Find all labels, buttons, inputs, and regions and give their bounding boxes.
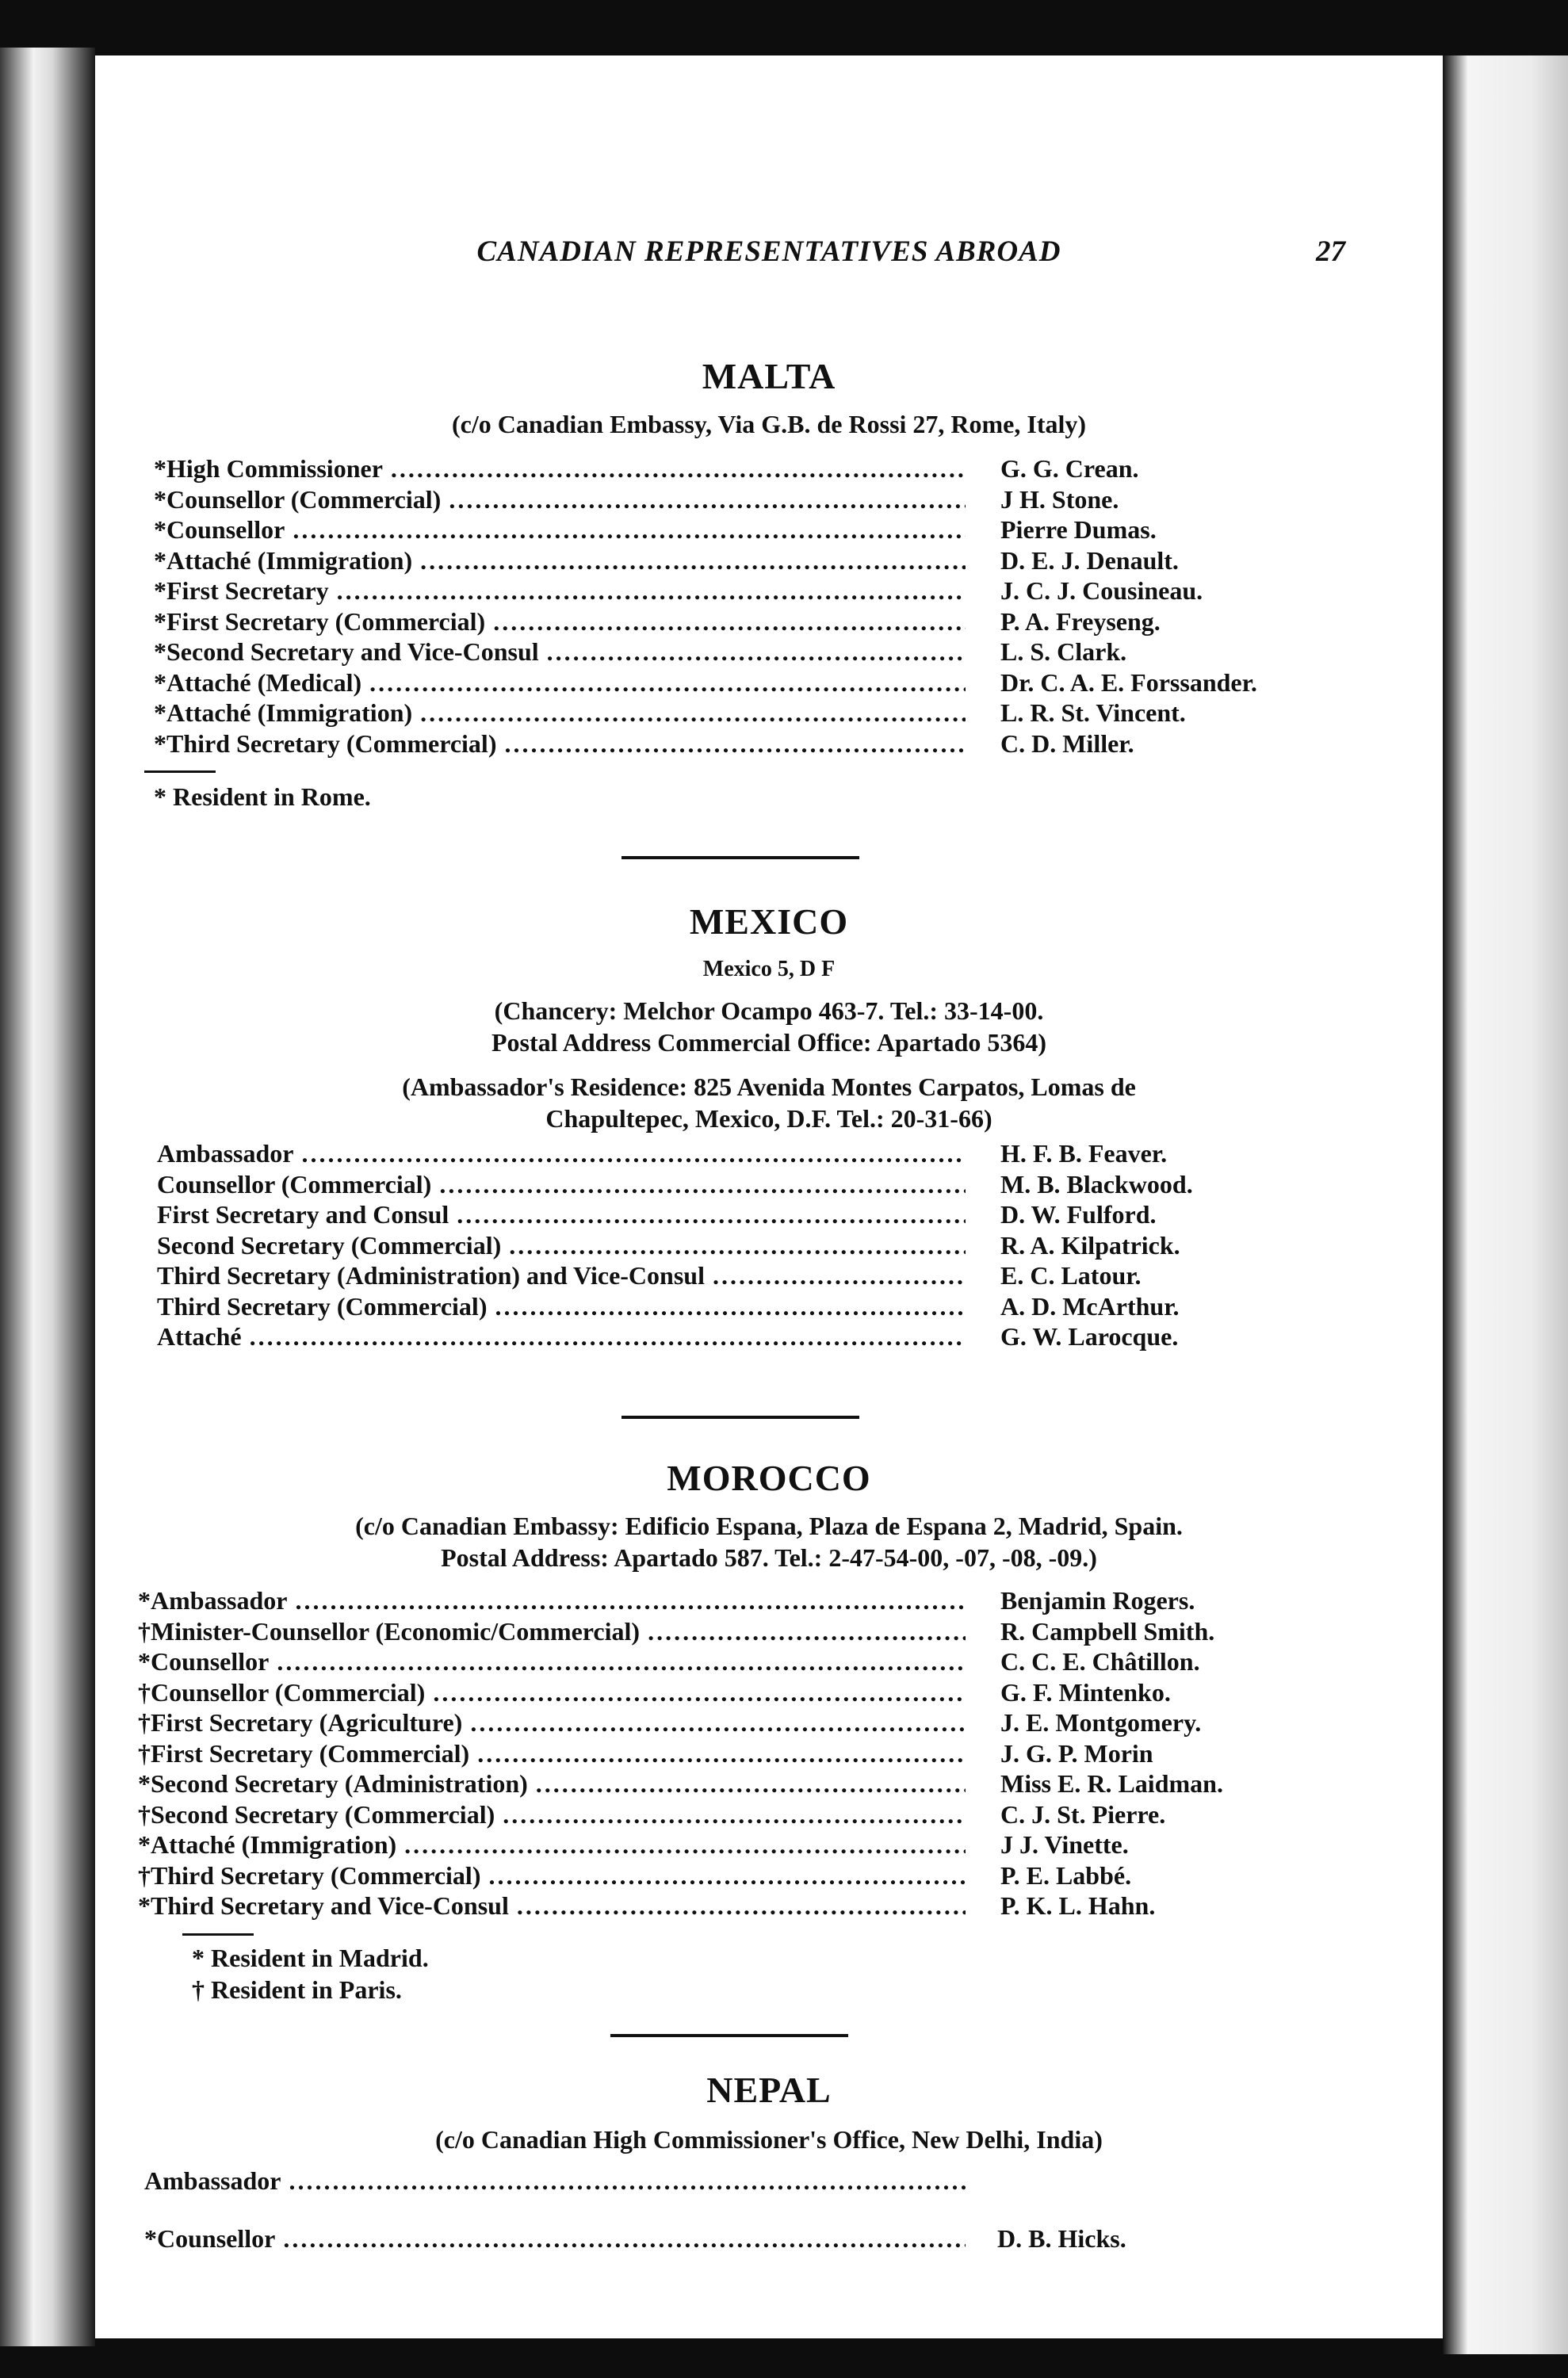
dot-leader bbox=[648, 1617, 966, 1646]
dot-leader bbox=[433, 1678, 966, 1707]
entry-title: *Attaché (Immigration) bbox=[154, 698, 413, 727]
dot-leader bbox=[293, 515, 966, 545]
directory-entry bbox=[154, 576, 1343, 607]
dot-leader bbox=[449, 485, 966, 514]
section-divider bbox=[610, 2034, 848, 2037]
dot-leader bbox=[404, 1830, 966, 1860]
section-address: (c/o Canadian High Commissioner's Office, New Delhi, India) bbox=[435, 2125, 1103, 2154]
directory-entry bbox=[157, 1170, 1343, 1201]
directory-entry bbox=[154, 546, 1343, 577]
entry-title: Attaché bbox=[157, 1322, 242, 1351]
document-page bbox=[95, 55, 1443, 2338]
dot-leader bbox=[503, 1800, 966, 1829]
directory-entry bbox=[138, 1617, 1343, 1648]
dot-leader bbox=[536, 1769, 966, 1799]
entry-title: *Third Secretary (Commercial) bbox=[154, 728, 497, 758]
dot-leader bbox=[439, 1170, 966, 1199]
dot-leader bbox=[301, 1139, 966, 1168]
section-heading: MOROCCO bbox=[667, 1458, 871, 1498]
entry-title: Counsellor (Commercial) bbox=[157, 1169, 432, 1199]
entry-name: J. E. Montgomery. bbox=[1000, 1708, 1202, 1737]
entry-title: *Counsellor (Commercial) bbox=[154, 484, 442, 514]
directory-entry bbox=[157, 1322, 1343, 1353]
section-residence: (Ambassador's Residence: 825 Avenida Montes Carpatos, Lomas de bbox=[402, 1072, 1136, 1101]
section-heading: MALTA bbox=[702, 356, 836, 396]
directory-entry bbox=[138, 1861, 1343, 1892]
entry-name: G. F. Mintenko. bbox=[1000, 1677, 1171, 1707]
entry-title: Ambassador bbox=[144, 2166, 281, 2195]
entry-title: Third Secretary (Commercial) bbox=[157, 1291, 488, 1321]
directory-entry bbox=[157, 1200, 1343, 1231]
dot-leader bbox=[488, 1861, 966, 1891]
directory-entry bbox=[157, 1292, 1343, 1323]
entry-title: Ambassador bbox=[157, 1139, 294, 1168]
section-divider bbox=[621, 856, 859, 859]
entry-title: *Attaché (Immigration) bbox=[138, 1830, 397, 1859]
entry-name: C. J. St. Pierre. bbox=[1000, 1799, 1166, 1829]
directory-entry bbox=[157, 1139, 1343, 1170]
entry-title: *High Commissioner bbox=[154, 454, 383, 483]
section-postal-address: Postal Address Commercial Office: Apartado 5364) bbox=[491, 1028, 1047, 1057]
dot-leader bbox=[369, 668, 966, 698]
dot-leader bbox=[337, 576, 966, 606]
section-city: Mexico 5, D F bbox=[702, 957, 836, 981]
entry-name: G. W. Larocque. bbox=[1000, 1322, 1179, 1351]
directory-entry bbox=[154, 729, 1343, 760]
entry-list bbox=[144, 2166, 1343, 2254]
entry-name: R. Campbell Smith. bbox=[1000, 1616, 1215, 1646]
footnote-rule bbox=[144, 770, 216, 773]
entry-title: *Counsellor bbox=[144, 2223, 276, 2253]
entry-title: Third Secretary (Administration) and Vice-Consul bbox=[157, 1261, 705, 1290]
entry-title: *Counsellor bbox=[154, 515, 285, 544]
page-edge-shadow bbox=[1443, 55, 1568, 2354]
section-residence: Chapultepec, Mexico, D.F. Tel.: 20-31-66) bbox=[545, 1104, 992, 1133]
section-morocco bbox=[95, 1457, 1443, 2005]
directory-entry bbox=[138, 1586, 1343, 1617]
entry-name: D. B. Hicks. bbox=[997, 2223, 1126, 2253]
section-nepal bbox=[95, 2069, 1443, 2254]
entry-title: †First Secretary (Agriculture) bbox=[138, 1708, 463, 1737]
entry-title: †Second Secretary (Commercial) bbox=[138, 1799, 495, 1829]
directory-entry bbox=[154, 698, 1343, 729]
entry-title: Second Secretary (Commercial) bbox=[157, 1230, 502, 1260]
directory-entry bbox=[138, 1739, 1343, 1770]
entry-title: *Counsellor bbox=[138, 1647, 270, 1676]
directory-entry bbox=[154, 637, 1343, 668]
book-spine-shadow bbox=[0, 48, 95, 2346]
entry-name: G. G. Crean. bbox=[1000, 454, 1139, 483]
dot-leader bbox=[547, 637, 966, 667]
entry-name: P. A. Freyseng. bbox=[1000, 606, 1161, 636]
entry-title: *Attaché (Medical) bbox=[154, 667, 362, 697]
section-mexico bbox=[95, 900, 1443, 1353]
directory-entry bbox=[157, 1261, 1343, 1292]
entry-list bbox=[154, 454, 1343, 759]
dot-leader bbox=[295, 1586, 966, 1615]
dot-leader bbox=[509, 1231, 966, 1260]
entry-list bbox=[138, 1586, 1343, 1922]
section-address: (c/o Canadian Embassy, Via G.B. de Rossi 27, Rome, Italy) bbox=[451, 410, 1087, 438]
directory-entry bbox=[138, 1769, 1343, 1800]
entry-list bbox=[157, 1139, 1343, 1353]
dot-leader bbox=[713, 1261, 966, 1290]
footnote: † Resident in Paris. bbox=[192, 1975, 402, 2004]
entry-name: L. S. Clark. bbox=[1000, 637, 1127, 666]
entry-title: †Counsellor (Commercial) bbox=[138, 1677, 426, 1707]
entry-name: D. E. J. Denault. bbox=[1000, 545, 1179, 575]
entry-name: J. C. J. Cousineau. bbox=[1000, 576, 1203, 605]
section-heading: MEXICO bbox=[689, 901, 849, 942]
dot-leader bbox=[457, 1200, 966, 1229]
dot-leader bbox=[277, 1647, 966, 1676]
entry-name: P. K. L. Hahn. bbox=[1000, 1891, 1156, 1920]
entry-name: J J. Vinette. bbox=[1000, 1830, 1129, 1859]
section-heading: NEPAL bbox=[706, 2070, 832, 2110]
dot-leader bbox=[477, 1739, 966, 1768]
directory-entry bbox=[154, 485, 1343, 516]
entry-name: E. C. Latour. bbox=[1000, 1261, 1142, 1290]
entry-title: †First Secretary (Commercial) bbox=[138, 1738, 470, 1768]
entry-name: D. W. Fulford. bbox=[1000, 1200, 1157, 1229]
entry-title: *Ambassador bbox=[138, 1586, 288, 1615]
entry-title: *First Secretary (Commercial) bbox=[154, 606, 486, 636]
directory-entry bbox=[138, 1800, 1343, 1831]
entry-name: J H. Stone. bbox=[1000, 484, 1119, 514]
entry-title: *First Secretary bbox=[154, 576, 329, 605]
dot-leader bbox=[493, 607, 966, 637]
directory-entry bbox=[138, 1830, 1343, 1861]
entry-name: L. R. St. Vincent. bbox=[1000, 698, 1186, 727]
entry-name: M. B. Blackwood. bbox=[1000, 1169, 1193, 1199]
directory-entry bbox=[154, 668, 1343, 699]
footnote-rule bbox=[182, 1933, 254, 1936]
directory-entry bbox=[157, 1231, 1343, 1262]
entry-name: R. A. Kilpatrick. bbox=[1000, 1230, 1180, 1260]
dot-leader bbox=[504, 729, 966, 759]
dot-leader bbox=[420, 698, 966, 728]
directory-entry bbox=[154, 607, 1343, 638]
section-malta bbox=[95, 355, 1443, 812]
section-postal-address: Postal Address: Apartado 587. Tel.: 2-47-54-00, -07, -08, -09.) bbox=[441, 1543, 1097, 1572]
directory-entry bbox=[144, 2166, 1343, 2197]
dot-leader bbox=[470, 1708, 966, 1738]
entry-title: *Second Secretary (Administration) bbox=[138, 1769, 528, 1798]
dot-leader bbox=[495, 1292, 966, 1321]
entry-name: Dr. C. A. E. Forssander. bbox=[1000, 667, 1257, 697]
dot-leader bbox=[517, 1891, 966, 1921]
footnote: * Resident in Rome. bbox=[154, 782, 371, 811]
entry-name: C. D. Miller. bbox=[1000, 728, 1134, 758]
entry-name: C. C. E. Châtillon. bbox=[1000, 1647, 1200, 1676]
footnote: * Resident in Madrid. bbox=[192, 1943, 429, 1972]
directory-entry bbox=[138, 1647, 1343, 1678]
entry-name: Miss E. R. Laidman. bbox=[1000, 1769, 1223, 1798]
page-content bbox=[95, 55, 1443, 2338]
entry-name: H. F. B. Feaver. bbox=[1000, 1139, 1168, 1168]
dot-leader bbox=[289, 2166, 966, 2196]
directory-entry bbox=[138, 1678, 1343, 1709]
dot-leader bbox=[283, 2224, 966, 2254]
entry-title: *Attaché (Immigration) bbox=[154, 545, 413, 575]
entry-name: Benjamin Rogers. bbox=[1000, 1586, 1195, 1615]
section-divider bbox=[621, 1416, 859, 1419]
dot-leader bbox=[420, 546, 966, 575]
directory-entry bbox=[154, 454, 1343, 485]
entry-name: A. D. McArthur. bbox=[1000, 1291, 1180, 1321]
section-chancery: (Chancery: Melchor Ocampo 463-7. Tel.: 33-14-00. bbox=[494, 996, 1044, 1025]
entry-title: †Third Secretary (Commercial) bbox=[138, 1860, 481, 1890]
entry-title: *Second Secretary and Vice-Consul bbox=[154, 637, 539, 666]
entry-name: J. G. P. Morin bbox=[1000, 1738, 1153, 1768]
entry-title: *Third Secretary and Vice-Consul bbox=[138, 1891, 509, 1920]
dot-leader bbox=[250, 1322, 966, 1351]
running-head: CANADIAN REPRESENTATIVES ABROAD bbox=[476, 235, 1061, 268]
section-address: (c/o Canadian Embassy: Edificio Espana, Plaza de Espana 2, Madrid, Spain. bbox=[355, 1512, 1183, 1540]
directory-entry bbox=[154, 515, 1343, 546]
dot-leader bbox=[391, 454, 966, 484]
entry-title: First Secretary and Consul bbox=[157, 1200, 449, 1229]
entry-name: Pierre Dumas. bbox=[1000, 515, 1157, 544]
entry-title: †Minister-Counsellor (Economic/Commercial) bbox=[138, 1616, 641, 1646]
directory-entry bbox=[138, 1891, 1343, 1922]
entry-name: P. E. Labbé. bbox=[1000, 1860, 1132, 1890]
page-number: 27 bbox=[1316, 235, 1345, 268]
directory-entry bbox=[144, 2224, 1343, 2255]
directory-entry bbox=[138, 1708, 1343, 1739]
